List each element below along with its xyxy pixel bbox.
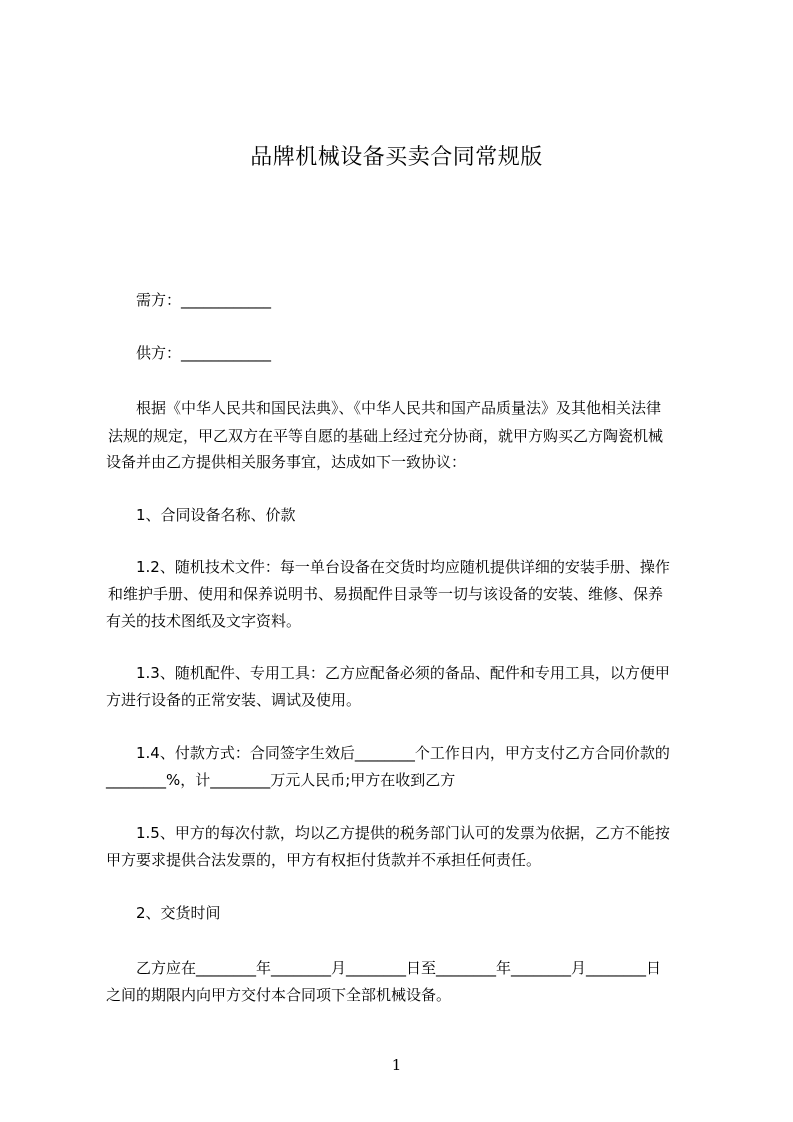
paragraph-line: 甲方要求提供合法发票的，甲方有权拒付货款并不承担任何责任。 bbox=[106, 851, 542, 869]
supplier-line: 供方：____________ bbox=[136, 344, 272, 362]
paragraph-line: 乙方应在________年________月________日至________年________月________日 bbox=[136, 959, 662, 977]
paragraph-line: 法规的规定，甲乙双方在平等自愿的基础上经过充分协商，就甲方购买乙方陶瓷机械 bbox=[108, 427, 664, 445]
paragraph-line: 设备并由乙方提供相关服务事宜，达成如下一致协议： bbox=[106, 453, 467, 471]
paragraph-line: 根据《中华人民共和国民法典》、《中华人民共和国产品质量法》及其他相关法律 bbox=[136, 399, 662, 417]
paragraph-line: 和维护手册、使用和保养说明书、易损配件目录等一切与该设备的安装、维修、保养 bbox=[108, 585, 664, 603]
paragraph-line: 有关的技术图纸及文字资料。 bbox=[106, 612, 302, 630]
paragraph-line: 1.5、甲方的每次付款，均以乙方提供的税务部门认可的发票为依据，乙方不能按 bbox=[136, 824, 670, 842]
page-number: 1 bbox=[391, 1056, 402, 1074]
paragraph-line: 1.2、随机技术文件：每一单台设备在交货时均应随机提供详细的安装手册、操作 bbox=[136, 558, 670, 576]
paragraph-line: ________%，计________万元人民币;甲方在收到乙方 bbox=[106, 771, 456, 789]
paragraph-line: 1.3、随机配件、专用工具：乙方应配备必须的备品、配件和专用工具，以方便甲 bbox=[136, 664, 670, 682]
section-1-heading: 1、合同设备名称、价款 bbox=[136, 506, 296, 524]
paragraph-line: 之间的期限内向甲方交付本合同项下全部机械设备。 bbox=[106, 986, 452, 1004]
buyer-line: 需方：____________ bbox=[136, 291, 272, 309]
section-2-heading: 2、交货时间 bbox=[136, 904, 221, 922]
paragraph-line: 方进行设备的正常安装、调试及使用。 bbox=[106, 691, 362, 709]
paragraph-line: 1.4、付款方式：合同签字生效后________个工作日内，甲方支付乙方合同价款的 bbox=[136, 744, 670, 762]
document-title: 品牌机械设备买卖合同常规版 bbox=[250, 145, 543, 170]
